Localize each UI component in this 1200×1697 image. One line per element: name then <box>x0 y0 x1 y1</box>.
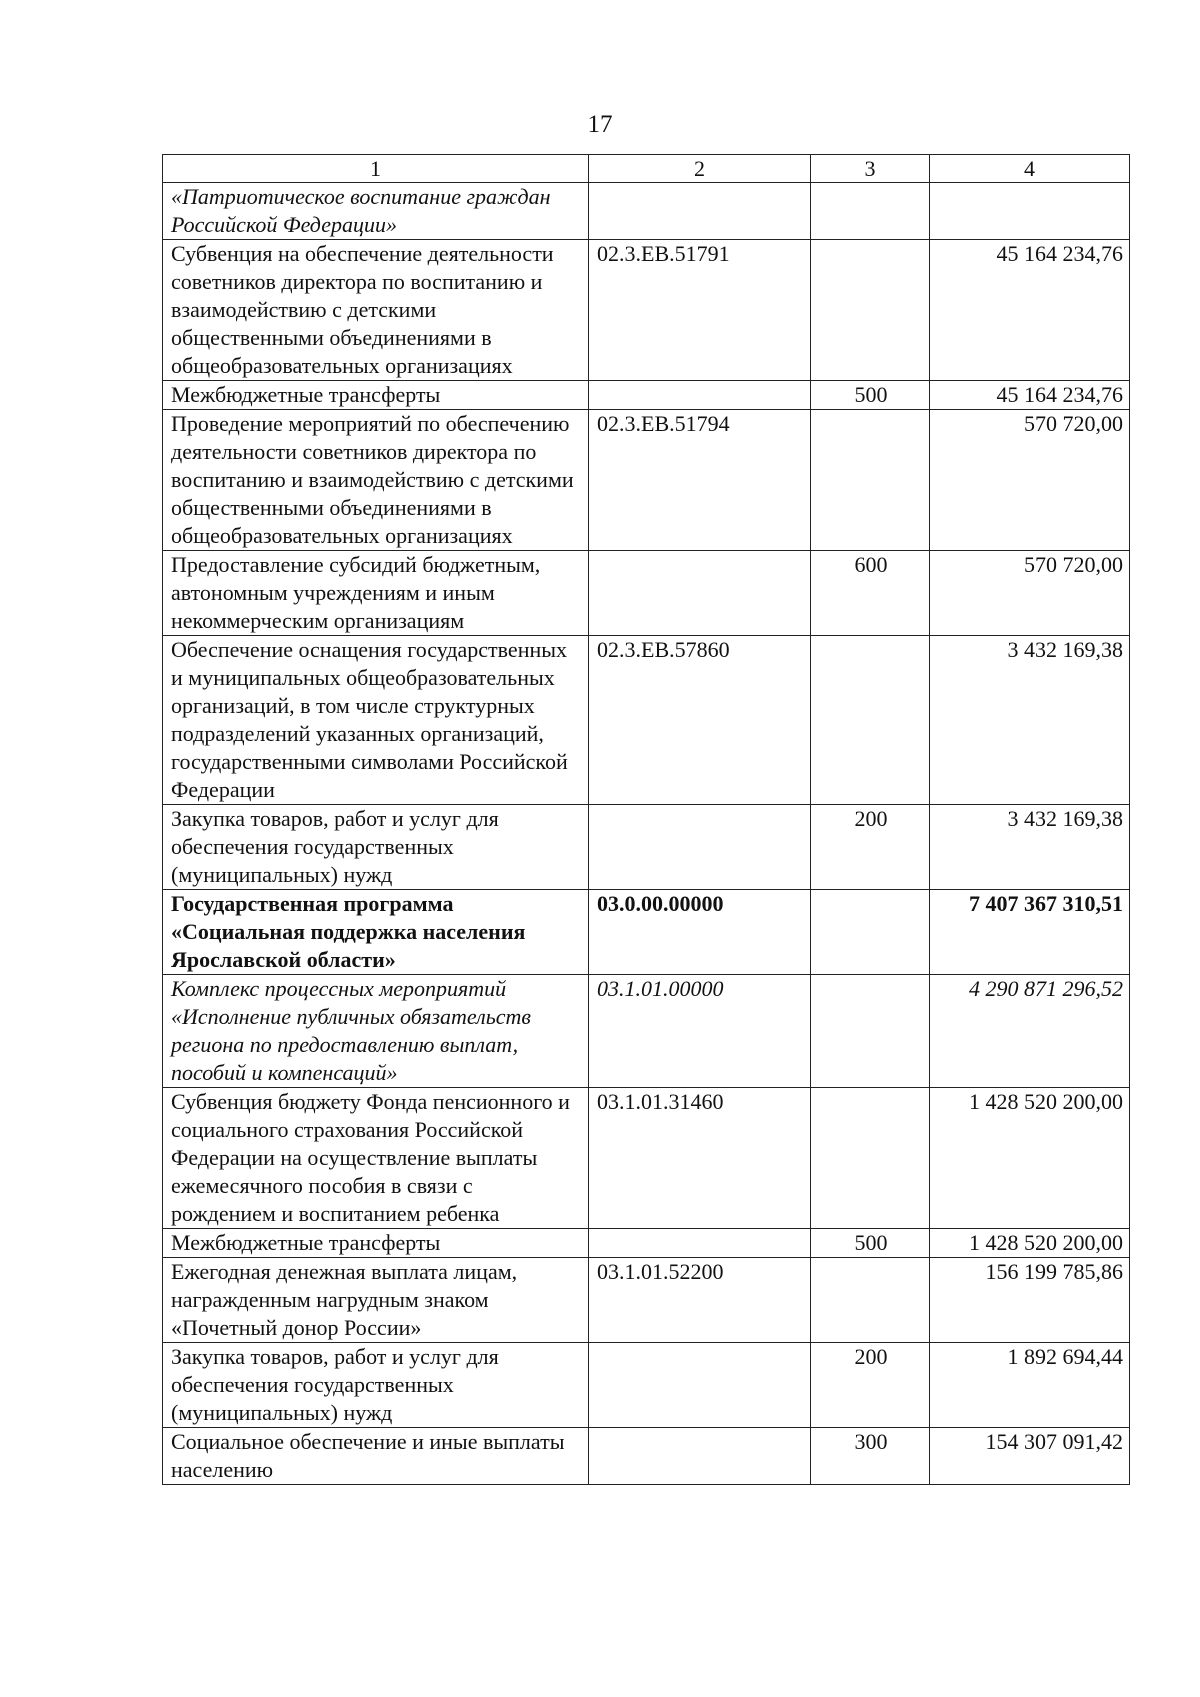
table-row <box>163 551 1130 636</box>
row-name: Обеспечение оснащения государственных и муниципальных общеобразовательных организаций, в том числе структурных подразделений указанных организаций, государственными символами Российской Федерации <box>163 636 589 805</box>
row-expense-type: 500 <box>811 381 930 410</box>
row-code: 02.3.ЕВ.57860 <box>589 636 811 805</box>
table-row <box>163 1088 1130 1229</box>
table-row <box>163 636 1130 805</box>
row-amount: 45 164 234,76 <box>930 240 1130 381</box>
row-amount: 156 199 785,86 <box>930 1258 1130 1343</box>
row-name: Проведение мероприятий по обеспечению деятельности советников директора по воспитанию и взаимодействию с детскими общественными объединениями в общеобразовательных организациях <box>163 410 589 551</box>
row-code: 03.1.01.00000 <box>589 975 811 1088</box>
row-name: «Патриотическое воспитание граждан Российской Федерации» <box>163 183 589 240</box>
table-row <box>163 975 1130 1088</box>
table-header-row <box>163 155 1130 183</box>
row-expense-type <box>811 636 930 805</box>
row-code <box>589 551 811 636</box>
row-amount: 570 720,00 <box>930 410 1130 551</box>
row-code: 03.1.01.31460 <box>589 1088 811 1229</box>
table-row <box>163 1229 1130 1258</box>
row-amount: 154 307 091,42 <box>930 1428 1130 1485</box>
row-name: Субвенция бюджету Фонда пенсионного и социального страхования Российской Федерации на осуществление выплаты ежемесячного пособия в связи с рождением и воспитанием ребенка <box>163 1088 589 1229</box>
table-row <box>163 805 1130 890</box>
row-name: Социальное обеспечение и иные выплаты населению <box>163 1428 589 1485</box>
row-expense-type <box>811 1258 930 1343</box>
row-amount: 1 892 694,44 <box>930 1343 1130 1428</box>
row-code <box>589 183 811 240</box>
row-expense-type <box>811 890 930 975</box>
table-row <box>163 1428 1130 1485</box>
row-code: 03.1.01.52200 <box>589 1258 811 1343</box>
page-number: 17 <box>587 111 613 138</box>
column-header: 1 <box>163 155 589 183</box>
table-row <box>163 381 1130 410</box>
table-body <box>163 183 1130 1485</box>
column-header: 3 <box>811 155 930 183</box>
row-name: Ежегодная денежная выплата лицам, награжденным нагрудным знаком «Почетный донор России» <box>163 1258 589 1343</box>
row-amount: 570 720,00 <box>930 551 1130 636</box>
row-expense-type: 300 <box>811 1428 930 1485</box>
row-name: Межбюджетные трансферты <box>163 1229 589 1258</box>
row-expense-type <box>811 410 930 551</box>
row-amount: 3 432 169,38 <box>930 636 1130 805</box>
row-amount: 4 290 871 296,52 <box>930 975 1130 1088</box>
row-code <box>589 1343 811 1428</box>
row-name: Государственная программа «Социальная поддержка населения Ярославской области» <box>163 890 589 975</box>
row-expense-type: 200 <box>811 1343 930 1428</box>
budget-table <box>162 154 1130 1485</box>
table-row <box>163 240 1130 381</box>
row-code <box>589 381 811 410</box>
row-name: Субвенция на обеспечение деятельности советников директора по воспитанию и взаимодействию с детскими общественными объединениями в общеобразовательных организациях <box>163 240 589 381</box>
table-row <box>163 410 1130 551</box>
row-code <box>589 1428 811 1485</box>
column-header: 4 <box>930 155 1130 183</box>
row-code <box>589 1229 811 1258</box>
row-name: Закупка товаров, работ и услуг для обеспечения государственных (муниципальных) нужд <box>163 1343 589 1428</box>
row-amount: 1 428 520 200,00 <box>930 1229 1130 1258</box>
table-row <box>163 890 1130 975</box>
table-row <box>163 183 1130 240</box>
row-name: Комплекс процессных мероприятий «Исполнение публичных обязательств региона по предоставлению выплат, пособий и компенсаций» <box>163 975 589 1088</box>
row-expense-type: 600 <box>811 551 930 636</box>
row-amount <box>930 183 1130 240</box>
row-expense-type: 500 <box>811 1229 930 1258</box>
row-amount: 45 164 234,76 <box>930 381 1130 410</box>
row-name: Межбюджетные трансферты <box>163 381 589 410</box>
row-code: 02.3.ЕВ.51794 <box>589 410 811 551</box>
row-code: 03.0.00.00000 <box>589 890 811 975</box>
table-row <box>163 1343 1130 1428</box>
row-amount: 3 432 169,38 <box>930 805 1130 890</box>
row-expense-type <box>811 1088 930 1229</box>
row-expense-type <box>811 183 930 240</box>
row-amount: 7 407 367 310,51 <box>930 890 1130 975</box>
row-expense-type <box>811 975 930 1088</box>
row-expense-type <box>811 240 930 381</box>
row-expense-type: 200 <box>811 805 930 890</box>
row-name: Закупка товаров, работ и услуг для обеспечения государственных (муниципальных) нужд <box>163 805 589 890</box>
row-code: 02.3.ЕВ.51791 <box>589 240 811 381</box>
column-header: 2 <box>589 155 811 183</box>
table-row <box>163 1258 1130 1343</box>
row-amount: 1 428 520 200,00 <box>930 1088 1130 1229</box>
row-name: Предоставление субсидий бюджетным, автономным учреждениям и иным некоммерческим организациям <box>163 551 589 636</box>
row-code <box>589 805 811 890</box>
